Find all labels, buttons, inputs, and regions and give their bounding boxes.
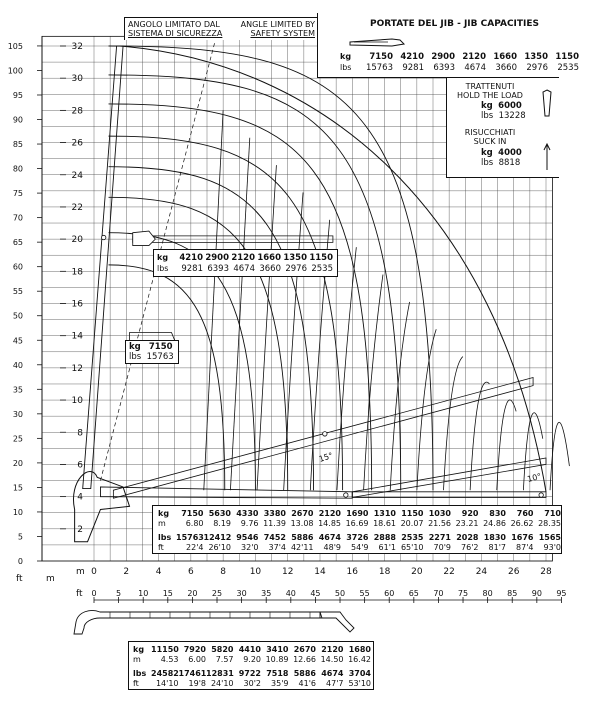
bottom-m-cell: 12.66 — [293, 655, 316, 664]
ft-tick-label: 15 — [12, 483, 23, 493]
main-kg-cell: 1150 — [401, 509, 424, 518]
main-lbs-cell: 1830 — [483, 533, 506, 542]
main-m-cell: 9.76 — [240, 519, 259, 528]
bottom-m-cell: 10.89 — [265, 655, 289, 664]
bottom-ft-cell: 41'6 — [298, 679, 316, 688]
main-kg-cell: 2120 — [318, 509, 341, 518]
bottom-lbs-cell: 7518 — [266, 669, 289, 678]
boom-mid-hook — [133, 231, 156, 245]
main-lbs-cell: 15763 — [176, 533, 204, 542]
jib-radial — [230, 138, 249, 490]
bottom-lbs-cell: 3704 — [348, 669, 371, 678]
m-tick-label: 22 — [71, 202, 83, 213]
jib-lbs-cell: 2535 — [557, 63, 579, 73]
bottom-ft-cell: 35'9 — [271, 679, 289, 688]
main-lbs-cell: 1565 — [538, 533, 561, 542]
jib-lbs-cell: 3660 — [495, 63, 517, 73]
main-kg-cell: 2670 — [291, 509, 314, 518]
main-kg-cell: 1310 — [373, 509, 396, 518]
ft-tick-label: 100 — [7, 66, 23, 76]
suck-kg-label: kg — [481, 148, 493, 158]
mid-kg-cell: 4210 — [179, 253, 203, 263]
m-tick-label: 20 — [71, 235, 83, 246]
main-kg-cell: 760 — [516, 509, 534, 518]
jib-kg-cell: 1150 — [555, 52, 579, 62]
ft-bottom-tick-label: 10 — [138, 589, 149, 598]
hold-suck-box — [446, 77, 559, 178]
main-m-cell: 16.69 — [345, 519, 369, 528]
left-axes — [8, 36, 84, 584]
jib-folded-icon — [539, 86, 555, 180]
mid-kg-cell: 1350 — [283, 253, 307, 263]
main-ft-cell: 54'9 — [351, 543, 369, 552]
suck-lbs: 8818 — [498, 158, 521, 168]
jib-icon — [348, 34, 408, 53]
reach-curve — [109, 167, 314, 490]
ft-bottom-label: ft — [76, 589, 83, 599]
main-kg-cell: 920 — [461, 509, 479, 518]
m-tick-label: 32 — [71, 42, 83, 52]
ft-bottom-tick-label: 90 — [531, 589, 542, 598]
main-lbs-cell: 4674 — [318, 533, 341, 542]
mid-lbs-cell: 6393 — [207, 264, 229, 274]
main-lbs-cell: 12412 — [203, 533, 232, 542]
main-kg-cell: 1030 — [428, 509, 451, 518]
m-bottom-label: m — [76, 567, 85, 577]
bottom-lbs-cell: 24582 — [151, 669, 179, 678]
main-m-cell: 20.07 — [400, 519, 424, 528]
bottom-axes — [76, 567, 567, 603]
jib-lbs-label: lbs — [340, 63, 352, 72]
hold-kg: 6000 — [498, 101, 522, 111]
small-lbs: 15763 — [146, 352, 174, 362]
bottom-lbs-cell: 5886 — [293, 669, 316, 678]
m-bottom-tick-label: 26 — [507, 567, 520, 577]
main-kg-cell: 1690 — [346, 509, 369, 518]
m-tick-label: 26 — [71, 138, 83, 149]
ft-tick-label: 10 — [12, 507, 23, 517]
bottom-kg-cell: 3410 — [266, 645, 289, 654]
small-kg: 7150 — [148, 342, 173, 352]
boom-joint — [539, 493, 543, 497]
m-tick-label: 30 — [71, 74, 83, 85]
ft-tick-label: 45 — [12, 336, 23, 346]
ft-tick-label: 40 — [12, 360, 23, 370]
jib-lbs-cell: 6393 — [433, 63, 455, 73]
mid-lbs-cell: 4674 — [233, 264, 255, 274]
bottom-m-label: m — [133, 655, 141, 664]
main-ft-cell: 26'10 — [208, 543, 231, 552]
m-bottom-tick-label: 20 — [411, 567, 423, 577]
main-lbs-cell: 1676 — [511, 533, 534, 542]
ft-bottom-tick-label: 5 — [116, 589, 122, 598]
m-bottom-tick-label: 10 — [249, 567, 262, 577]
mid-kg-cell: 1660 — [257, 253, 281, 263]
main-kg-cell: 4330 — [236, 509, 259, 518]
ft-bottom-tick-label: 30 — [236, 589, 247, 598]
mid-lbs-cell: 3660 — [259, 264, 281, 274]
ft-tick-label: 55 — [12, 287, 23, 297]
safety-note — [124, 17, 319, 40]
jib-radial — [390, 302, 409, 490]
bottom-ft-cell: 47'7 — [326, 679, 344, 688]
boom-joint — [101, 235, 105, 239]
main-ft-cell: 61'1 — [378, 543, 396, 552]
ft-tick-label: 80 — [12, 164, 23, 174]
ft-bottom-tick-label: 70 — [433, 589, 444, 598]
main-kg-cell: 3380 — [263, 509, 286, 518]
ft-tick-label: 35 — [12, 385, 23, 395]
ft-tick-label: 30 — [12, 409, 23, 419]
main-lbs-cell: 2028 — [456, 533, 479, 542]
ft-tick-label: 95 — [12, 90, 23, 100]
limit-note-it-1: ANGOLO LIMITATO DAL — [128, 20, 220, 29]
m-tick-label: 2 — [77, 524, 83, 535]
hold-kg-label: kg — [481, 101, 493, 111]
main-ft-cell: 93'0 — [543, 543, 561, 552]
main-m-cell: 28.35 — [538, 519, 561, 528]
ft-bottom-tick-label: 65 — [408, 589, 419, 598]
small-capacity-box — [125, 340, 179, 364]
main-lbs-cell: 2888 — [373, 533, 396, 542]
jib-radial — [257, 165, 276, 490]
main-m-label: m — [158, 519, 166, 528]
bottom-kg-cell: 11150 — [151, 645, 179, 654]
bottom-ft-cell: 24'10 — [210, 679, 234, 688]
ft-tick-label: 20 — [12, 458, 23, 468]
main-ft-cell: 65'10 — [400, 543, 424, 552]
boom-joint — [323, 432, 327, 436]
bottom-ft-cell: 53'10 — [348, 679, 371, 688]
reach-curve — [109, 265, 225, 490]
m-bottom-tick-label: 22 — [443, 567, 455, 577]
bottom-kg-cell: 7920 — [183, 645, 206, 654]
ft-bottom-tick-label: 55 — [359, 589, 370, 598]
jib-title: PORTATE DEL JIB - JIB CAPACITIES — [370, 19, 540, 29]
angle-10-label: 10° — [526, 471, 543, 484]
m-tick-label: 8 — [77, 428, 83, 439]
main-lbs-label: lbs — [158, 533, 172, 542]
main-m-cell: 11.39 — [263, 519, 286, 528]
main-m-cell: 18.61 — [373, 519, 396, 528]
main-ft-cell: 48'9 — [323, 543, 341, 552]
main-ft-cell: 22'4 — [186, 543, 204, 552]
main-kg-cell: 710 — [544, 509, 561, 518]
bottom-m-cell: 14.50 — [320, 655, 344, 664]
jib-lbs-cell: 2976 — [526, 63, 548, 73]
jib-kg-label: kg — [340, 52, 352, 61]
angle-15-label: 15° — [317, 450, 335, 464]
main-lbs-cell: 2535 — [401, 533, 424, 542]
bottom-kg-label: kg — [133, 645, 145, 654]
bottom-lbs-label: lbs — [133, 669, 147, 678]
m-tick-label: 12 — [71, 363, 83, 374]
main-lbs-cell: 9546 — [236, 533, 259, 542]
m-tick-label: 28 — [71, 106, 83, 117]
m-bottom-tick-label: 18 — [378, 567, 391, 577]
ft-bottom-tick-label: 25 — [211, 589, 223, 598]
bottom-kg-cell: 2670 — [293, 645, 316, 654]
ft-bottom-tick-label: 80 — [482, 589, 493, 598]
ft-tick-label: 85 — [12, 140, 23, 150]
m-tick-label: 6 — [77, 460, 83, 471]
m-tick-label: 18 — [71, 267, 83, 278]
jib-lbs-cell: 4674 — [464, 63, 486, 73]
main-ft-cell: 76'2 — [461, 543, 479, 552]
main-m-cell: 21.56 — [428, 519, 451, 528]
jib-kg-cell: 4210 — [400, 52, 424, 62]
hold-title-it: TRATTENUTI — [465, 82, 515, 91]
bottom-kg-cell: 4410 — [238, 645, 261, 654]
bottom-m-cell: 7.57 — [215, 655, 234, 664]
bottom-lbs-cell: 12831 — [206, 669, 234, 678]
bottom-jib-tip — [320, 612, 354, 632]
m-bottom-tick-label: 12 — [281, 567, 294, 577]
boom-15deg — [113, 378, 533, 499]
bottom-capacity-table — [128, 641, 374, 690]
main-ft-cell: 32'0 — [241, 543, 259, 552]
main-kg-cell: 7150 — [181, 509, 204, 518]
jib-capacities-box — [317, 13, 579, 78]
m-bottom-tick-label: 2 — [123, 567, 130, 577]
ft-bottom-tick-label: 20 — [187, 589, 198, 598]
limit-note-en-1: ANGLE LIMITED BY — [240, 20, 315, 29]
bottom-m-cell: 9.20 — [243, 655, 261, 664]
m-bottom-tick-label: 16 — [346, 567, 359, 577]
ft-bottom-tick-label: 50 — [334, 589, 346, 598]
main-lbs-cell: 3726 — [346, 533, 369, 542]
main-ft-cell: 70'9 — [433, 543, 451, 552]
suck-kg: 4000 — [498, 148, 522, 158]
hold-title-en: HOLD THE LOAD — [457, 91, 523, 100]
m-axis-label: m — [46, 574, 55, 584]
mid-lbs-cell: 2976 — [285, 264, 307, 274]
small-lbs-label: lbs — [129, 352, 142, 362]
limit-note-en-2: SAFETY SYSTEM — [250, 29, 315, 38]
ft-bottom-tick-label: 35 — [261, 589, 272, 598]
vertical-boom — [83, 46, 123, 489]
m-bottom-tick-label: 4 — [155, 567, 162, 577]
jib-radial — [337, 247, 356, 490]
ft-bottom-tick-label: 15 — [162, 589, 173, 598]
ft-tick-label: 75 — [12, 189, 23, 199]
bottom-m-cell: 4.53 — [160, 655, 179, 664]
main-m-cell: 14.85 — [318, 519, 341, 528]
main-lbs-cell: 7452 — [263, 533, 286, 542]
ft-bottom-tick-label: 95 — [556, 589, 567, 598]
m-tick-label: 10 — [71, 396, 83, 407]
jib-kg-cell: 2120 — [462, 52, 486, 62]
main-m-cell: 13.08 — [290, 519, 314, 528]
reach-curve — [109, 136, 343, 490]
mid-lbs-label: lbs — [157, 264, 169, 273]
main-ft-cell: 87'4 — [516, 543, 534, 552]
ft-bottom-tick-label: 0 — [91, 589, 97, 598]
ft-tick-label: 0 — [17, 557, 23, 566]
bottom-m-cell: 6.00 — [188, 655, 206, 664]
main-m-cell: 6.80 — [185, 519, 204, 528]
bottom-kg-cell: 2120 — [321, 645, 344, 654]
main-ft-cell: 81'7 — [488, 543, 506, 552]
ft-bottom-tick-label: 85 — [507, 589, 518, 598]
m-bottom-tick-label: 8 — [220, 567, 227, 577]
mid-kg-cell: 2900 — [205, 253, 229, 263]
bottom-ft-label: ft — [133, 679, 139, 688]
main-m-cell: 26.62 — [510, 519, 534, 528]
bottom-crane-icon — [74, 610, 322, 634]
main-kg-cell: 830 — [489, 509, 506, 518]
jib-kg-cell: 7150 — [369, 52, 393, 62]
main-kg-cell: 5630 — [208, 509, 231, 518]
jib-kg-cell: 1350 — [524, 52, 548, 62]
bottom-m-cell: 16.42 — [348, 655, 371, 664]
limit-note-it-2: SISTEMA DI SICUREZZA — [128, 29, 223, 38]
main-capacity-table — [152, 505, 562, 554]
main-ft-cell: 42'11 — [290, 543, 314, 552]
ft-tick-label: 90 — [12, 115, 23, 125]
jib-lbs-cell: 9281 — [402, 63, 424, 73]
main-ft-cell: 37'4 — [268, 543, 286, 552]
main-m-cell: 24.86 — [483, 519, 506, 528]
jib-radial — [204, 110, 223, 490]
ft-tick-label: 5 — [17, 532, 23, 542]
hold-lbs: 13228 — [498, 111, 526, 121]
bottom-kg-cell: 5820 — [211, 645, 234, 654]
main-lbs-cell: 5886 — [291, 533, 314, 542]
jib-radial — [443, 357, 462, 491]
m-tick-label: 14 — [71, 331, 83, 342]
bottom-ft-cell: 14'10 — [155, 679, 179, 688]
hold-lbs-label: lbs — [481, 111, 494, 121]
ft-tick-label: 65 — [12, 238, 23, 248]
main-ft-label: ft — [158, 543, 164, 552]
ft-tick-label: 25 — [12, 434, 23, 444]
mid-capacity-box — [153, 249, 338, 277]
ft-tick-label: 70 — [12, 213, 23, 223]
mid-lbs-cell: 9281 — [181, 264, 203, 274]
jib-radial — [550, 422, 569, 490]
bottom-ft-cell: 19'8 — [188, 679, 206, 688]
main-m-cell: 8.19 — [213, 519, 231, 528]
suck-title-en: SUCK IN — [473, 137, 507, 146]
ft-bottom-tick-label: 75 — [457, 589, 469, 598]
m-bottom-tick-label: 28 — [540, 567, 552, 577]
mid-kg-cell: 2120 — [231, 253, 255, 263]
m-bottom-tick-label: 6 — [187, 567, 194, 577]
m-bottom-tick-label: 24 — [475, 567, 488, 577]
jib-kg-cell: 2900 — [431, 52, 455, 62]
jib-radial — [364, 275, 383, 491]
ft-axis-label: ft — [16, 574, 23, 584]
bottom-kg-cell: 1680 — [348, 645, 371, 654]
ft-bottom-tick-label: 45 — [310, 589, 321, 598]
ft-tick-label: 105 — [7, 41, 23, 51]
small-kg-label: kg — [129, 342, 141, 352]
jib-radial — [497, 400, 516, 490]
suck-title-it: RISUCCHIATI — [464, 128, 516, 137]
main-kg-label: kg — [158, 509, 170, 518]
bottom-lbs-cell: 9722 — [238, 669, 261, 678]
jib-radial — [284, 192, 303, 490]
ft-tick-label: 60 — [12, 262, 23, 272]
mid-kg-cell: 1150 — [309, 253, 333, 263]
bottom-ft-cell: 30'2 — [243, 679, 261, 688]
suck-lbs-label: lbs — [481, 158, 494, 168]
m-tick-label: 24 — [71, 170, 83, 181]
mid-kg-label: kg — [157, 253, 169, 262]
main-lbs-cell: 2271 — [428, 533, 451, 542]
bottom-lbs-cell: 17461 — [178, 669, 207, 678]
bottom-lbs-cell: 4674 — [321, 669, 344, 678]
mid-lbs-cell: 2535 — [311, 264, 333, 274]
boom-joint — [344, 493, 348, 497]
m-bottom-tick-label: 0 — [91, 567, 97, 577]
m-bottom-tick-label: 14 — [314, 567, 326, 577]
jib-kg-cell: 1660 — [493, 52, 517, 62]
ft-bottom-tick-label: 40 — [285, 589, 296, 598]
m-tick-label: 16 — [71, 299, 83, 310]
main-m-cell: 23.21 — [455, 519, 479, 528]
jib-lbs-cell: 15763 — [365, 63, 393, 73]
ft-tick-label: 50 — [12, 311, 23, 321]
ft-bottom-tick-label: 60 — [384, 589, 395, 598]
m-tick-label: 4 — [77, 492, 83, 503]
